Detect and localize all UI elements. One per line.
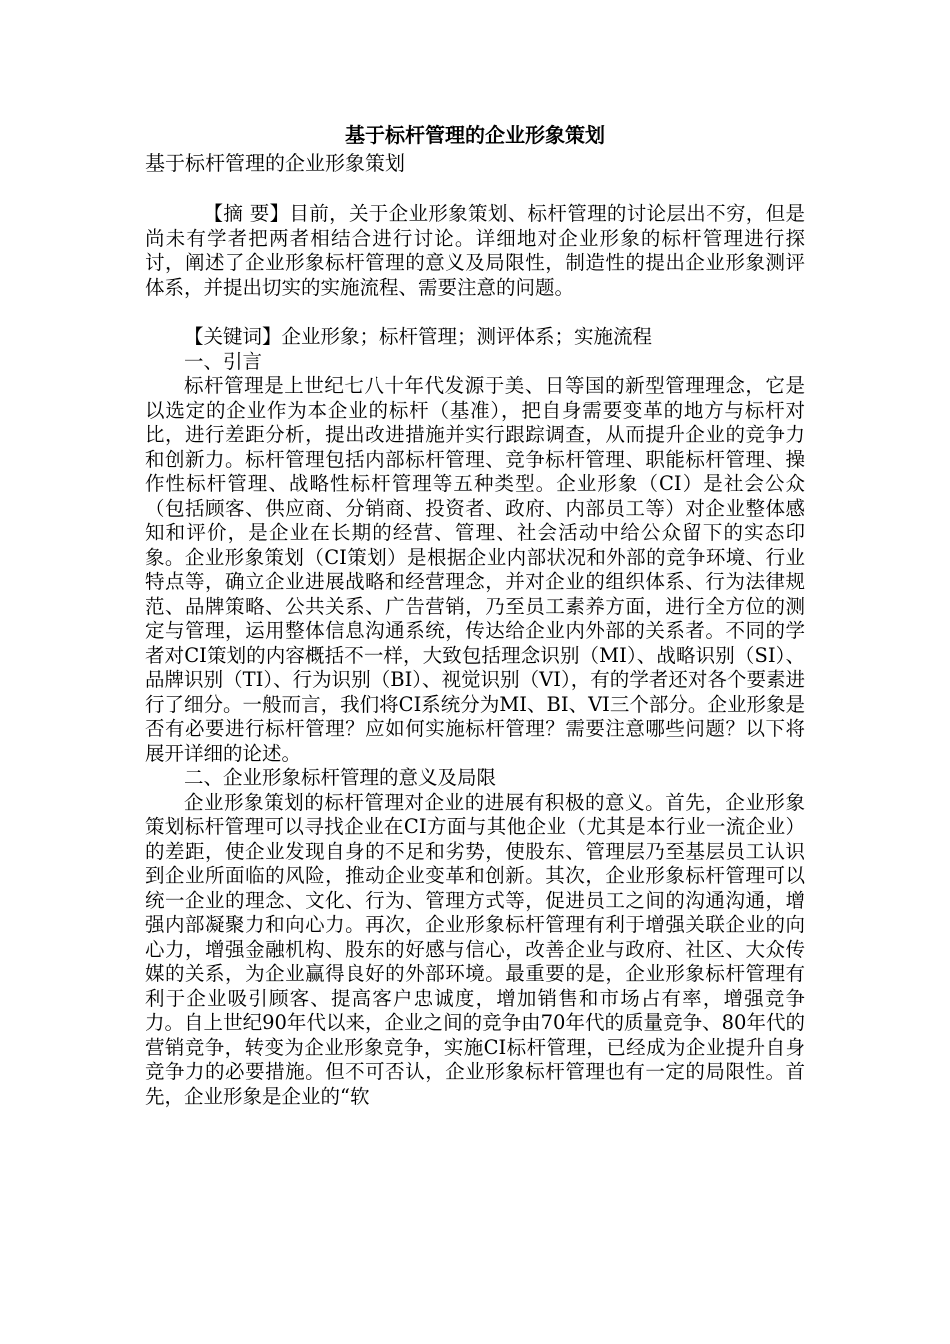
introduction-paragraph: 标杆管理是上世纪七八十年代发源于美、日等国的新型管理理念，它是以选定的企业作为本企业的标杆（基准），把自身需要变革的地方与标杆对比，进行差距分析，提出改进措施并实行跟踪调查，从而提升企业的竞争力和创新力。标杆管理包括内部标杆管理、竞争标杆管理、职能标杆管理、操作性标杆管理、战略性标杆管理等五种类型。企业形象（CI）是社会公众（包括顾客、供应商、分销商、投资者、政府、内部员工等）对企业整体感知和评价，是企业在长期的经营、管理、社会活动中给公众留下的实态印象。企业形象策划（CI策划）是根据企业内部状况和外部的竞争环境、行业特点等，确立企业进展战略和经营理念，并对企业的组织体系、行为法律规范、品牌策略、公共关系、广告营销，乃至员工素养方面，进行全方位的测定与管理，运用整体信息沟通系统，传达给企业内外部的关系者。不同的学者对CI策划的内容概括不一样，大致包括理念识别（MI）、战略识别（SI）、品牌识别（TI）、行为识别（BI）、视觉识别（VI），有的学者还对各个要素进行了细分。一般而言，我们将CI系统分为MI、BI、VI三个部分。企业形象是否有必要进行标杆管理？应如何实施标杆管理？需要注意哪些问题？以下将展开详细的论述。 [145, 374, 805, 765]
section-heading-significance: 二、企业形象标杆管理的意义及局限 [184, 766, 497, 789]
section-heading-introduction: 一、引言 [184, 349, 263, 373]
significance-paragraph: 企业形象策划的标杆管理对企业的进展有积极的意义。首先，企业形象策划标杆管理可以寻找企业在CI方面与其他企业（尤其是本行业一流企业）的差距，使企业发现自身的不足和劣势，使股东、管理层乃至基层员工认识到企业所面临的风险，推动企业变革和创新。其次，企业形象标杆管理可以统一企业的理念、文化、行为、管理方式等，促进员工之间的沟通沟通，增强内部凝聚力和向心力。再次，企业形象标杆管理有利于增强关联企业的向心力，增强金融机构、股东的好感与信心，改善企业与政府、社区、大众传媒的关系，为企业赢得良好的外部环境。最重要的是，企业形象标杆管理有利于企业吸引顾客、提高客户忠诚度，增加销售和市场占有率，增强竞争力。自上世纪90年代以来，企业之间的竞争由70年代的质量竞争、80年代的营销竞争，转变为企业形象竞争，实施CI标杆管理，已经成为企业提升自身竞争力的必要措施。但不可否认，企业形象标杆管理也有一定的局限性。首先，企业形象是企业的“软 [145, 790, 805, 1108]
abstract-paragraph: 【摘 要】目前，关于企业形象策划、标杆管理的讨论层出不穷，但是尚未有学者把两者相结合进行讨论。详细地对企业形象的标杆管理进行探讨，阐述了企业形象标杆管理的意义及局限性，制造性的提出企业形象测评体系，并提出切实的实施流程、需要注意的问题。 [145, 202, 805, 299]
document-page [145, 120, 805, 1109]
document-title: 基于标杆管理的企业形象策划 [345, 123, 605, 147]
document-subtitle: 基于标杆管理的企业形象策划 [145, 151, 405, 175]
keywords-line: 【关键词】企业形象；标杆管理；测评体系；实施流程 [184, 325, 653, 348]
